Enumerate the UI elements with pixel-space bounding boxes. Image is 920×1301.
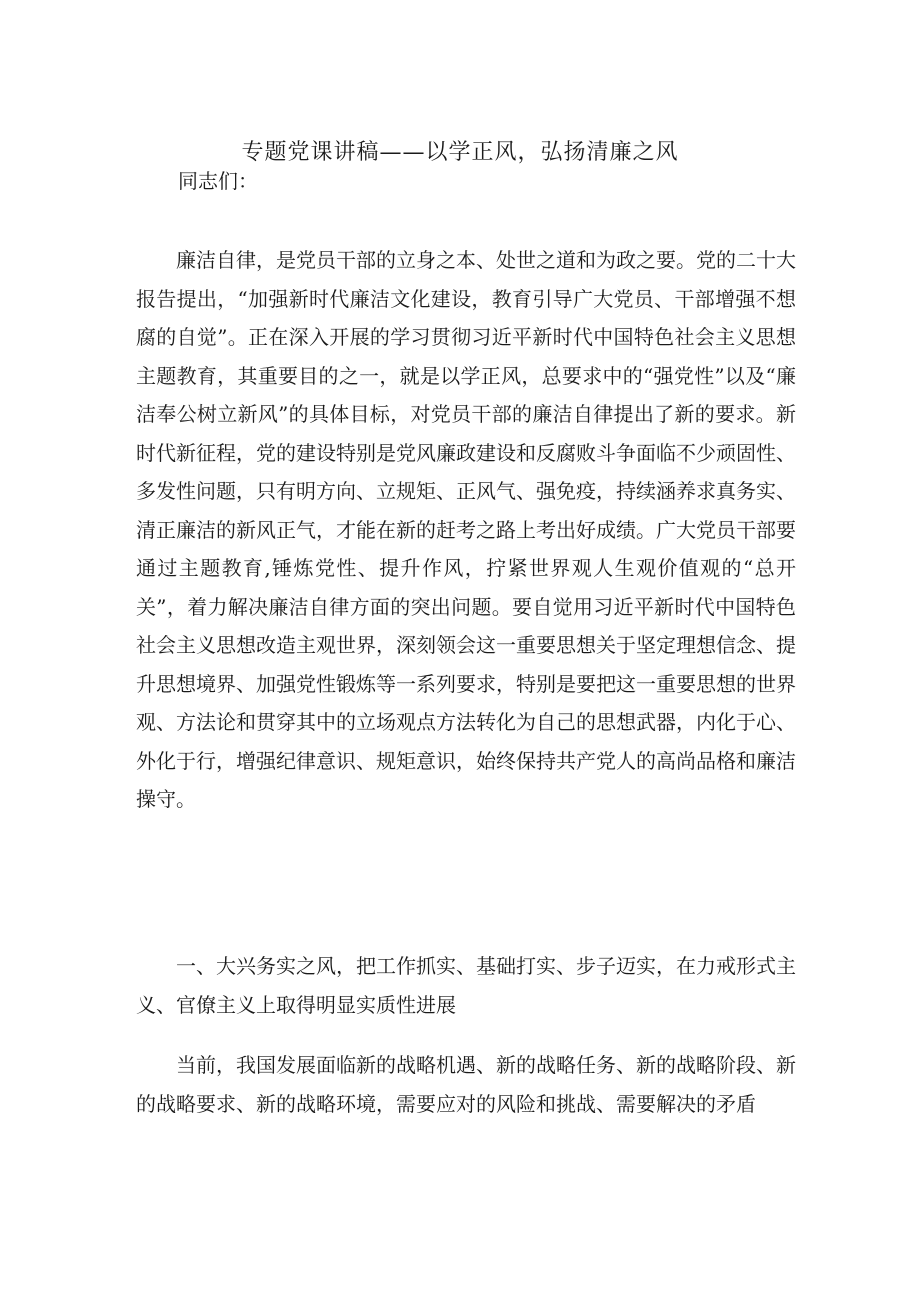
section-heading: 一、大兴务实之风，把工作抓实、基础打实、步子迈实，在力戒形式主义、官僚主义上取得明显实质性进展 [136,954,796,1017]
body-paragraph: 廉洁自律，是党员干部的立身之本、处世之道和为政之要。党的二十大报告提出，“加强新时代廉洁文化建设，教育引导广大党员、干部增强不想腐的自觉”。正在深入开展的学习贯彻习近平新时代中国特色社会主义思想主题教育，其重要目的之一，就是以学正风，总要求中的“强党性”以及“廉洁奉公树立新风”的具体目标，对党员干部的廉洁自律提出了新的要求。新时代新征程，党的建设特别是党风廉政建设和反腐败斗争面临不少顽固性、多发性问题，只有明方向、立规矩、正风气、强免疫，持续涵养求真务实、清正廉洁的新风正气，才能在新的赶考之路上考出好成绩。广大党员干部要通过主题教育,锤炼党性、提升作风，拧紧世界观人生观价值观的“总开关”，着力解决廉洁自律方面的突出问题。要自觉用习近平新时代中国特色社会主义思想改造主观世界，深刻领会这一重要思想关于坚定理想信念、提升思想境界、加强党性锻炼等一系列要求，特别是要把这一重要思想的世界观、方法论和贯穿其中的立场观点方法转化为自己的思想武器，内化于心、外化于行，增强纪律意识、规矩意识，始终保持共产党人的高尚品格和廉洁操守。 [136,248,796,811]
body-paragraph: 当前，我国发展面临新的战略机遇、新的战略任务、新的战略阶段、新的战略要求、新的战略环境，需要应对的风险和挑战、需要解决的矛盾 [136,1053,796,1116]
greeting: 同志们： [178,169,258,193]
document-title: 专题党课讲稿——以学正风，弘扬清廉之风 [241,140,679,165]
